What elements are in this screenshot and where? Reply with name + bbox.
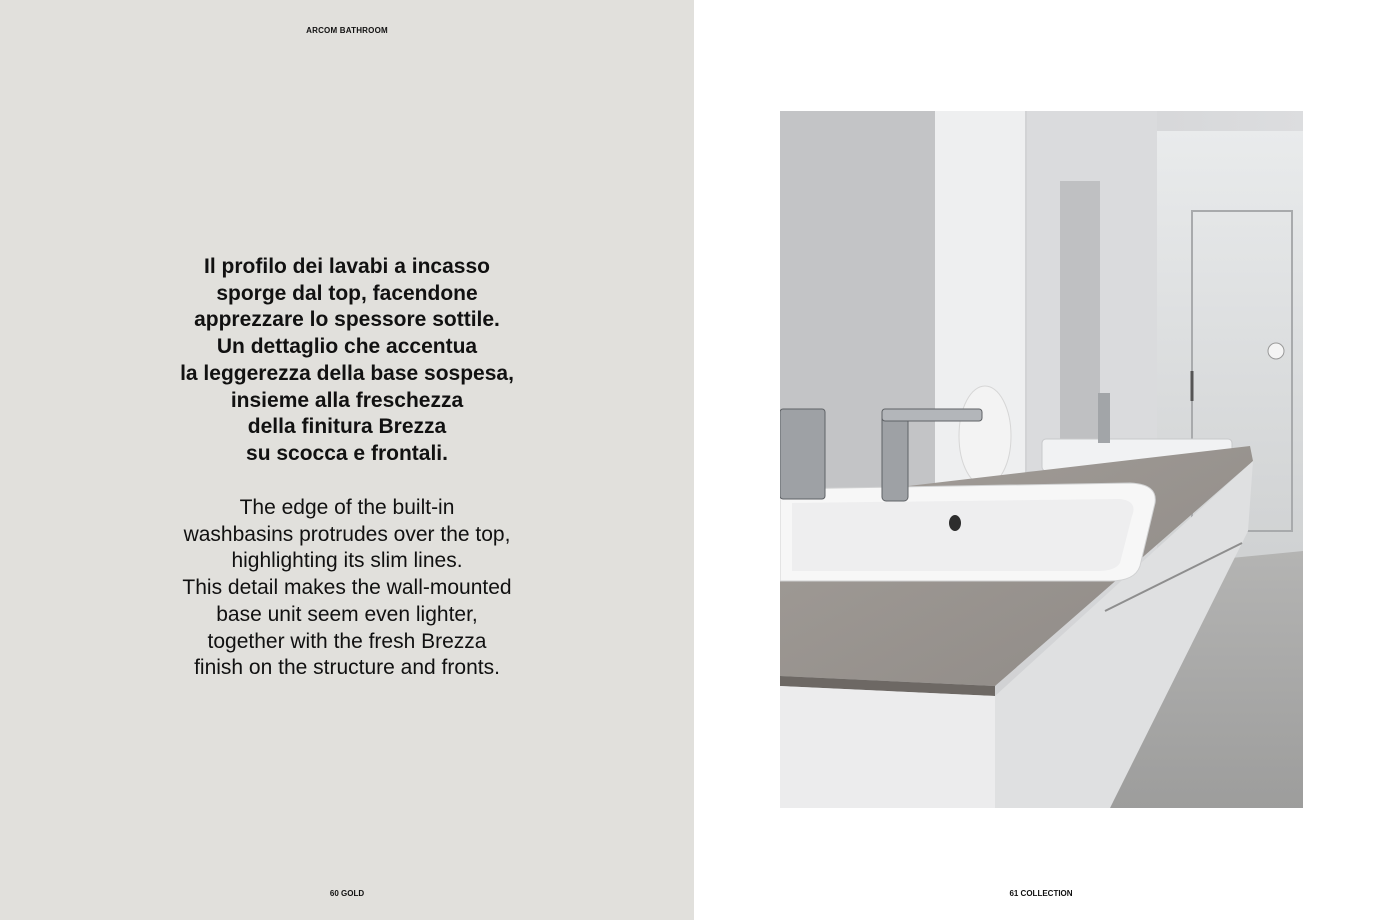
faucet-main [882,409,908,501]
english-line: The edge of the built-in [239,496,455,519]
reflected-faucet [1098,393,1110,443]
bathroom-illustration [780,111,1303,808]
faucet-left [780,409,825,499]
italian-line: la leggerezza della base sospesa, [180,361,514,385]
italian-line: insieme alla freschezza [230,388,464,412]
english-line: together with the fresh Brezza [207,629,487,653]
italian-paragraph [140,254,554,468]
decor-vase [959,386,1011,486]
faucet-lever [882,409,982,421]
english-line: base unit seem even lighter, [216,602,478,626]
running-head: ARCOM BATHROOM [306,26,388,35]
cabinet-front-left [780,686,995,808]
italian-line: Il profilo dei lavabi a incasso [204,255,490,278]
italian-line: della finitura Brezza [247,415,447,439]
basin-bowl [792,499,1134,571]
page-number-right: 61 COLLECTION [1009,889,1073,898]
reflection-door [1060,181,1100,441]
english-paragraph [140,495,554,682]
page-number-left: 60 GOLD [329,889,365,898]
italian-line: apprezzare lo spessore sottile. [194,308,500,332]
basin-drain [949,515,961,531]
english-line: highlighting its slim lines. [231,549,463,573]
italian-line: su scocca e frontali. [246,441,448,465]
italian-line: Un dettaglio che accentua [216,335,478,359]
english-line: This detail makes the wall-mounted [182,576,512,600]
english-line: washbasins protrudes over the top, [183,522,511,546]
english-line: finish on the structure and fronts. [194,656,500,680]
shower-valve [1268,343,1284,359]
bathroom-photo [780,111,1303,808]
italian-line: sporge dal top, facendone [216,281,478,305]
right-page [694,0,1388,920]
